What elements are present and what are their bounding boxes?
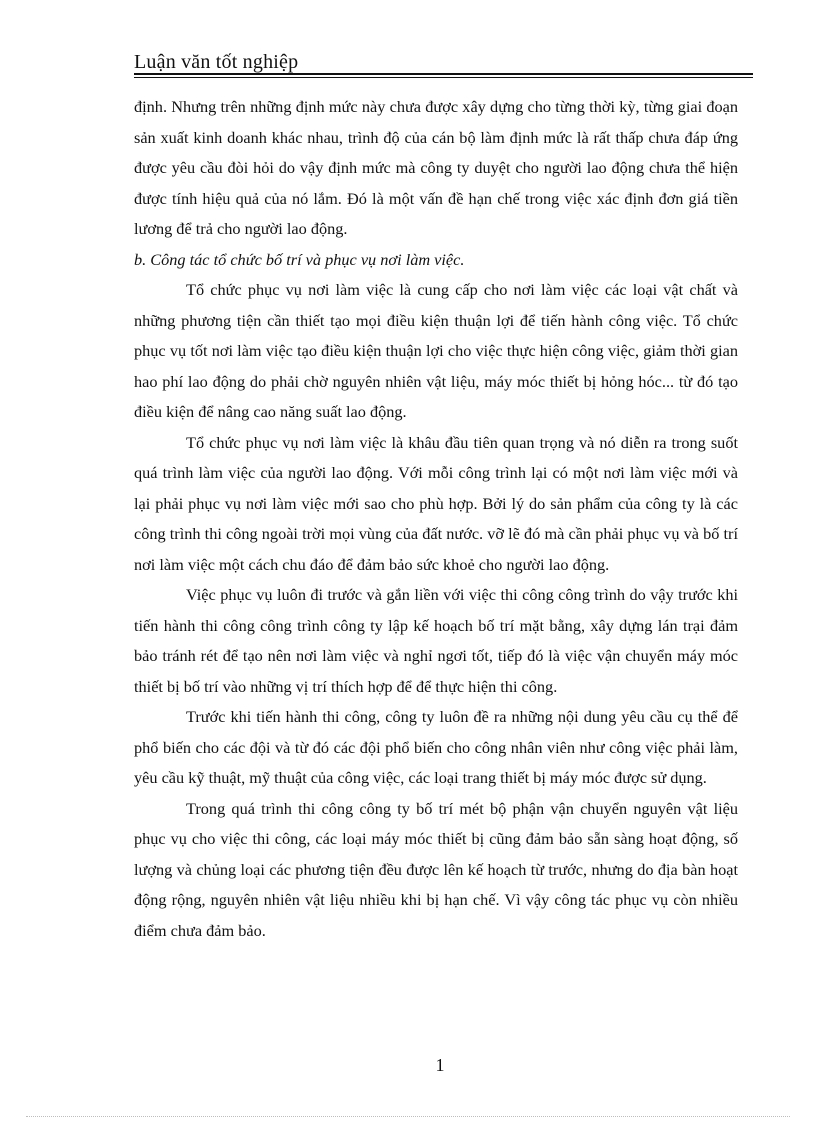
document-body bbox=[134, 92, 738, 946]
page-bottom-edge bbox=[26, 1116, 790, 1117]
paragraph: Trước khi tiến hành thi công, công ty luôn đề ra những nội dung yêu cầu cụ thể để phổ biến cho các đội và từ đó các đội phổ biến cho công nhân viên như công việc phải làm, yêu cầu kỹ thuật, mỹ thuật của công việc, các loại trang thiết bị máy móc được sử dụng. bbox=[134, 707, 738, 787]
paragraph: Trong quá trình thi công công ty bố trí mét bộ phận vận chuyển nguyên vật liệu phục vụ cho việc thi công, các loại máy móc thiết bị cũng đảm bảo sẵn sàng hoạt động, số lượng và chủng loại các phương tiện đều được lên kế hoạch từ trước, nhưng do địa bàn hoạt động rộng, nguyên nhiên vật liệu nhiều khi bị hạn chế. Vì vậy công tác phục vụ còn nhiều điểm chưa đảm bảo. bbox=[134, 798, 738, 940]
page-number: 1 bbox=[435, 1055, 445, 1075]
header-title: Luận văn tốt nghiệp bbox=[134, 51, 299, 73]
header-rule-thin bbox=[134, 77, 753, 78]
paragraph: Tổ chức phục vụ nơi làm việc là cung cấp cho nơi làm việc các loại vật chất và những phương tiện cần thiết tạo mọi điều kiện thuận lợi để tiến hành công việc. Tổ chức phục vụ tốt nơi làm việc tạo điều kiện thuận lợi cho việc thực hiện công việc, giảm thời gian hao phí lao động do phải chờ nguyên nhiên vật liệu, máy móc thiết bị hỏng hóc... từ đó tạo điều kiện để nâng cao năng suất lao động. bbox=[134, 280, 738, 421]
paragraph-continuation: định. Nhưng trên những định mức này chưa được xây dựng cho từng thời kỳ, từng giai đoạn sản xuất kinh doanh khác nhau, trình độ của cán bộ làm định mức là rất thấp chưa đáp ứng được yêu cầu đòi hỏi do vậy định mức mà công ty duyệt cho người lao động chưa thể hiện được tính hiệu quả của nó lắm. Đó là một vấn đề hạn chế trong việc xác định đơn giá tiền lương để trả cho người lao động. bbox=[134, 97, 738, 238]
paragraph: Tổ chức phục vụ nơi làm việc là khâu đầu tiên quan trọng và nó diễn ra trong suốt quá trình làm việc của người lao động. Với mỗi công trình lại có một nơi làm việc mới và lại phải phục vụ nơi làm việc mới sao cho phù hợp. Bởi lý do sản phẩm của công ty là các công trình thi công ngoài trời mọi vùng của đất nước. vỡ lẽ đó mà cần phải phục vụ và bố trí nơi làm việc một cách chu đáo để đảm bảo sức khoẻ cho người lao động. bbox=[134, 432, 738, 574]
page-header bbox=[134, 50, 753, 74]
paragraph: Việc phục vụ luôn đi trước và gắn liền với việc thi công công trình do vậy trước khi tiến hành thi công công trình công ty lập kế hoạch bố trí mặt bằng, xây dựng lán trại đảm bảo tránh rét để tạo nên nơi làm việc và nghỉ ngơi tốt, tiếp đó là việc vận chuyển máy móc thiết bị bố trí vào những vị trí thích hợp để để thực hiện thi công. bbox=[134, 585, 738, 696]
section-subheading: b. Công tác tổ chức bố trí và phục vụ nơi làm việc. bbox=[134, 249, 465, 269]
header-rule-thick bbox=[134, 73, 753, 75]
